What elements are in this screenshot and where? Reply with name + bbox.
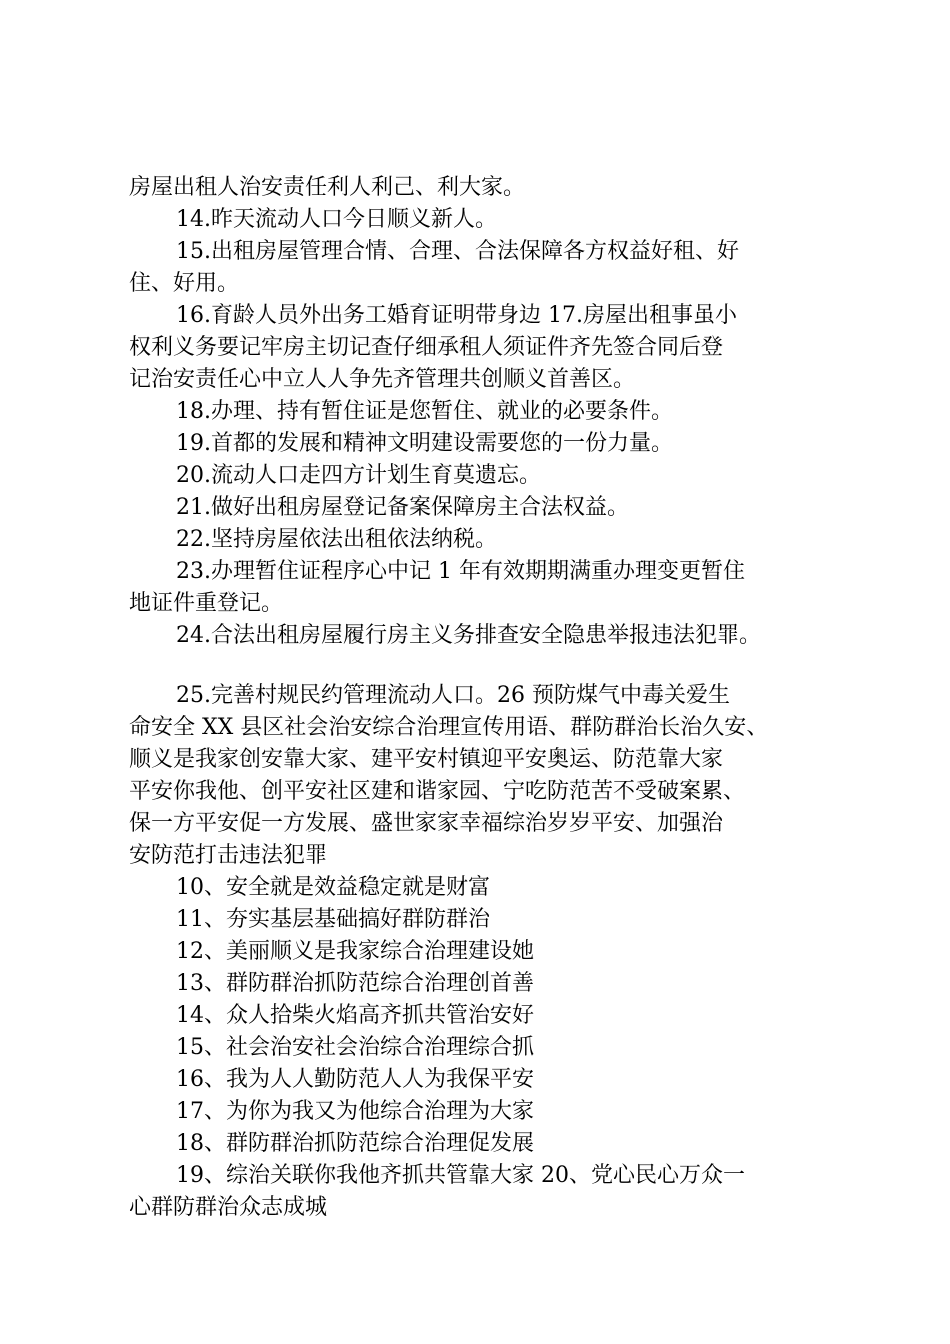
line-text: 20.流动人口走四方计划生育莫遗忘。 (176, 463, 541, 488)
text-line (0, 428, 950, 460)
line-text: 14.昨天流动人口今日顺义新人。 (176, 207, 497, 232)
line-text: 23.办理暂住证程序心中记 1 年有效期期满重办理变更暂住 (176, 559, 745, 584)
text-line (0, 588, 950, 620)
line-text: 24.合法出租房屋履行房主义务排查安全隐患举报违法犯罪。 (176, 623, 761, 648)
text-line (0, 840, 950, 872)
line-text: 顺义是我家创安靠大家、建平安村镇迎平安奥运、防范靠大家 (129, 747, 724, 772)
line-text: 保一方平安促一方发展、盛世家家幸福综治岁岁平安、加强治 (129, 811, 724, 836)
text-line (0, 680, 950, 712)
text-line (0, 460, 950, 492)
text-line (0, 1064, 950, 1096)
line-text: 21.做好出租房屋登记备案保障房主合法权益。 (176, 495, 629, 520)
text-line (0, 172, 950, 204)
text-line (0, 776, 950, 808)
line-text: 12、美丽顺义是我家综合治理建设她 (176, 939, 534, 964)
line-text: 平安你我他、创平安社区建和谐家园、宁吃防范苦不受破案累、 (129, 779, 746, 804)
text-line (0, 556, 950, 588)
line-text: 15.出租房屋管理合情、合理、合法保障各方权益好租、好 (176, 239, 739, 264)
line-text: 16.育龄人员外出务工婚育证明带身边 17.房屋出租事虽小 (176, 303, 737, 328)
text-line (0, 808, 950, 840)
line-text: 权利义务要记牢房主切记查仔细承租人须证件齐先签合同后登 (129, 335, 724, 360)
line-text: 25.完善村规民约管理流动人口。26 预防煤气中毒关爱生 (176, 683, 730, 708)
line-text: 地证件重登记。 (129, 591, 284, 616)
line-text: 13、群防群治抓防范综合治理创首善 (176, 971, 534, 996)
text-line (0, 236, 950, 268)
text-line (0, 1160, 950, 1192)
text-line (0, 904, 950, 936)
text-line (0, 1032, 950, 1064)
text-line (0, 364, 950, 396)
line-text: 心群防群治众志成城 (129, 1195, 328, 1220)
text-line (0, 396, 950, 428)
line-text: 14、众人拾柴火焰高齐抓共管治安好 (176, 1003, 534, 1028)
line-text: 住、好用。 (129, 271, 240, 296)
text-line (0, 1096, 950, 1128)
line-text: 16、我为人人勤防范人人为我保平安 (176, 1067, 534, 1092)
text-line (0, 492, 950, 524)
line-text: 安防范打击违法犯罪 (129, 843, 328, 868)
text-line (0, 300, 950, 332)
line-text: 15、社会治安社会治综合治理综合抓 (176, 1035, 534, 1060)
line-text: 记治安责任心中立人人争先齐管理共创顺义首善区。 (129, 367, 636, 392)
line-text: 11、夯实基层基础搞好群防群治 (176, 907, 490, 932)
text-line (0, 872, 950, 904)
line-text: 10、安全就是效益稳定就是财富 (176, 875, 490, 900)
text-line (0, 620, 950, 652)
text-line (0, 332, 950, 364)
line-text: 17、为你为我又为他综合治理为大家 (176, 1099, 534, 1124)
text-line (0, 968, 950, 1000)
line-text: 22.坚持房屋依法出租依法纳税。 (176, 527, 497, 552)
text-line (0, 268, 950, 300)
line-text: 18.办理、持有暂住证是您暂住、就业的必要条件。 (176, 399, 673, 424)
line-text: 房屋出租人治安责任利人利己、利大家。 (129, 175, 526, 200)
text-line (0, 1192, 950, 1224)
line-text: 命安全 XX 县区社会治安综合治理宣传用语、群防群治长治久安、 (129, 715, 769, 740)
text-line (0, 204, 950, 236)
line-text: 18、群防群治抓防范综合治理促发展 (176, 1131, 534, 1156)
text-line (0, 1000, 950, 1032)
line-text: 19.首都的发展和精神文明建设需要您的一份力量。 (176, 431, 673, 456)
line-text: 19、综治关联你我他齐抓共管靠大家 20、党心民心万众一 (176, 1163, 745, 1188)
text-line (0, 1128, 950, 1160)
text-line (0, 524, 950, 556)
text-line (0, 712, 950, 744)
text-line (0, 744, 950, 776)
text-line (0, 936, 950, 968)
